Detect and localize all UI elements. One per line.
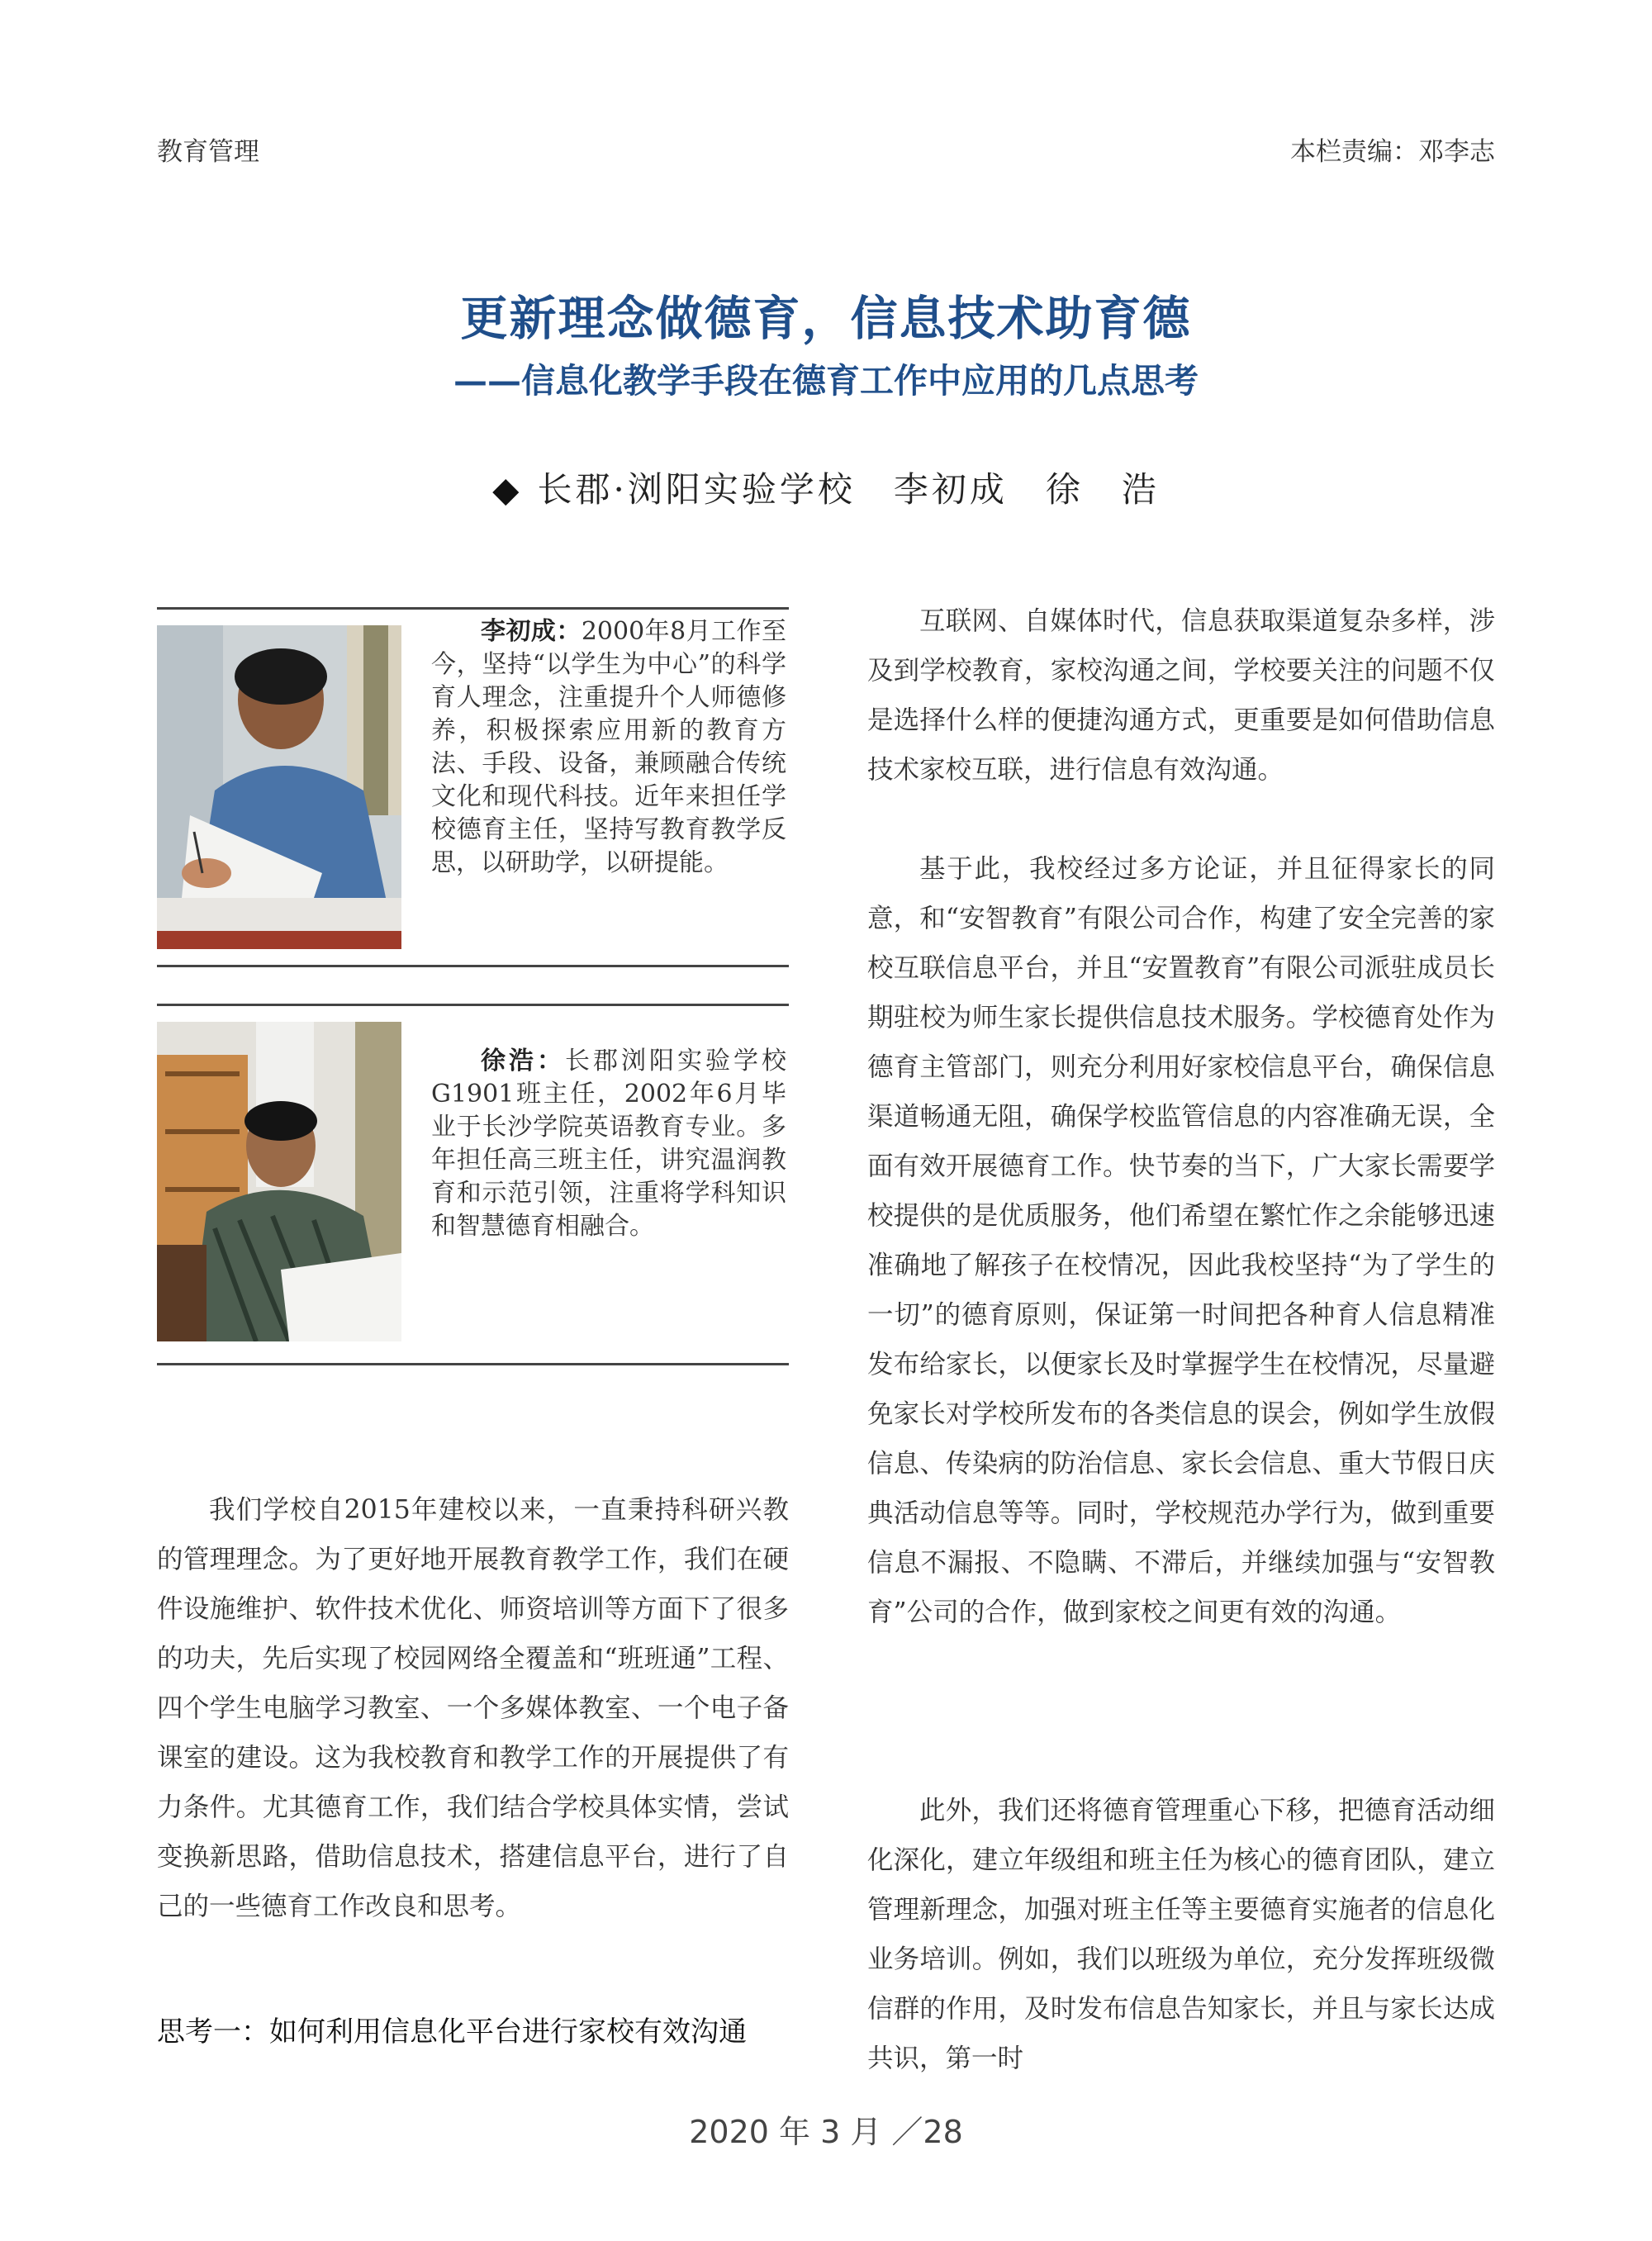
byline-text: 长郡·浏阳实验学校 李初成 徐 浩 [537, 469, 1160, 510]
bio-divider-middle-1 [157, 965, 789, 967]
right-column-paragraph-2: 基于此，我校经过多方论证，并且征得家长的同意，和“安智教育”有限公司合作，构建了安全完善的家校互联信息平台，并且“安置教育”有限公司派驻成员长期驻校为师生家长提供信息技术服务。学校德育处作为德育主管部门，则充分利用好家校信息平台，确保信息渠道畅通无阻，确保学校监管信息的内容准确无误，全面有效开展德育工作。快节奏的当下，广大家长需要学校提供的是优质服务，他们希望在繁忙作之余能够迅速准确地了解孩子在校情况，因此我校坚持“为了学生的一切”的德育原则，保证第一时间把各种育人信息精准发布给家长，以便家长及时掌握学生在校情况，尽量避免家长对学校所发布的各类信息的误会，例如学生放假信息、传染病的防治信息、家长会信息、重大节假日庆典活动信息等等。同时，学校规范办学行为，做到重要信息不漏报、不隐瞒、不滞后，并继续加强与“安智教育”公司的合作，做到家校之间更有效的沟通。 [867, 854, 1495, 1627]
section-label: 教育管理 [157, 137, 259, 167]
bio-li-chucheng [431, 615, 786, 880]
bio-divider-top [157, 607, 789, 610]
bio-li-text: 2000年8月工作至今，坚持“以学生为中心”的科学育人理念，注重提升个人师德修养，积极探索应用新的教育方法、手段、设备，兼顾融合传统文化和现代科技。近年来担任学校德育主任，坚持写教育教学反思，以研助学，以研提能。 [431, 617, 787, 877]
diamond-icon: ◆ [492, 469, 523, 510]
bio-li-name: 李初成： [481, 617, 582, 646]
page-number: 2020 年 3 月 ／28 [689, 2114, 963, 2150]
author-photo-li-image [157, 625, 401, 949]
right-column-paragraph-3: 此外，我们还将德育管理重心下移，把德育活动细化深化，建立年级组和班主任为核心的德育团队，建立管理新理念，加强对班主任等主要德育实施者的信息化业务培训。例如，我们以班级为单位，充分发挥班级微信群的作用，及时发布信息告知家长，并且与家长达成共识，第一时 [867, 1796, 1495, 2073]
bio-divider-bottom [157, 1363, 789, 1365]
bio-xu-name: 徐浩： [481, 1047, 565, 1075]
article-title: 更新理念做德育，信息技术助育德 [460, 291, 1192, 346]
bio-xu-text: 长郡浏阳实验学校G1901班主任，2002年6月毕业于长沙学院英语教育专业。多年担任高三班主任，讲究温润教育和示范引领，注重将学科知识和智慧德育相融合。 [431, 1047, 786, 1241]
bio-xu-hao [431, 1045, 786, 1243]
bio-divider-middle-2 [157, 1004, 789, 1006]
author-photo-li [157, 625, 401, 949]
article-subtitle: ——信息化教学手段在德育工作中应用的几点思考 [453, 361, 1199, 401]
right-column-paragraph-1: 互联网、自媒体时代，信息获取渠道复杂多样，涉及到学校教育，家校沟通之间，学校要关注的问题不仅是选择什么样的便捷沟通方式，更重要是如何借助信息技术家校互联，进行信息有效沟通。 [867, 606, 1495, 785]
editor-credit: 本栏责编：邓李志 [1290, 137, 1495, 167]
author-photo-xu-image [157, 1022, 401, 1341]
left-column-paragraph: 我们学校自2015年建校以来，一直秉持科研兴教的管理理念。为了更好地开展教育教学工作，我们在硬件设施维护、软件技术优化、师资培训等方面下了很多的功夫，先后实现了校园网络全覆盖和“班班通”工程、四个学生电脑学习教室、一个多媒体教室、一个电子备课室的建设。这为我校教育和教学工作的开展提供了有力条件。尤其德育工作，我们结合学校具体实情，尝试变换新思路，借助信息技术，搭建信息平台，进行了自己的一些德育工作改良和思考。 [157, 1495, 789, 1921]
byline [0, 463, 1652, 512]
author-photo-xu [157, 1022, 401, 1341]
section-heading-thought-one: 思考一：如何利用信息化平台进行家校有效沟通 [157, 2015, 747, 2049]
